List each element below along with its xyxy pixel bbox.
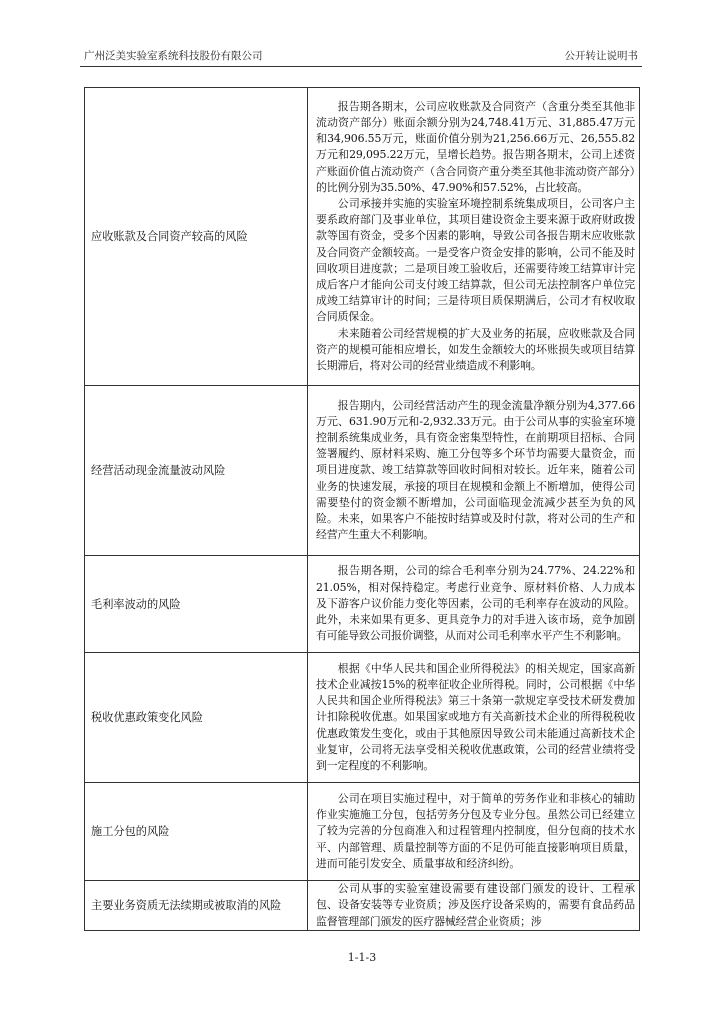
risk-paragraph: 公司从事的实验室建设需要有建设部门颁发的设计、工程承包、设备安装等专业资质；涉及医疗设备采购的，需要有食品药品监督管理部门颁发的医疗器械经营企业资质；涉: [316, 882, 635, 928]
header-document-title: 公开转让说明书: [564, 50, 638, 62]
page-number: 1-1-3: [347, 951, 377, 964]
risk-paragraph: 报告期内，公司经营活动产生的现金流量净额分别为4,377.66万元、631.90万元和-2,932.33万元。由于公司从事的实验室环境控制系统集成业务，具有资金密集型特性，在前期项目招标、合同签署履约、原材料采购、施工分包等多个环节均需要大量资金，而项目进度款、竣工结算款等回收时间相对较长。近年来，随着公司业务的快速发展，承接的项目在规模和金额上不断增加，使得公司需要垫付的资金额不断增加，公司面临现金流减少甚至为负的风险。未来，如果客户不能按时结算或及时付款，将对公司的生产和经营产生重大不利影响。: [316, 398, 635, 542]
risk-paragraph: 报告期各期末，公司应收账款及合同资产（含重分类至其他非流动资产部分）账面余额分别为24,748.41万元、31,885.47万元和34,906.55万元，账面价值分别为21,256.66万元、26,555.82万元和29,095.22万元，呈增长趋势。报告期各期末，公司上述资产账面价值占流动资产（含合同资产重分类至其他非流动资产部分）的比例分别为35.50%、47.90%和57.52%，占比较高。: [316, 99, 635, 194]
risk-description-cell: [308, 556, 640, 653]
risk-paragraph: 根据《中华人民共和国企业所得税法》的相关规定，国家高新技术企业减按15%的税率征收企业所得税。同时，公司根据《中华人民共和国企业所得税法》第三十条第一款规定享受技术研发费加计扣除税收优惠。如果国家或地方有关高新技术企业的所得税税收优惠政策发生变化，或由于其他原因导致公司未能通过高新技术企业复审，公司将无法享受相关税收优惠政策，公司的经营业绩将受到一定程度的不利影响。: [316, 661, 635, 772]
risk-name-cell: [85, 653, 308, 783]
header-company-name: 广州泛美实验室系统科技股份有限公司: [84, 50, 263, 62]
risk-name: 应收账款及合同资产较高的风险: [91, 230, 248, 243]
table-row: [85, 783, 640, 881]
risk-name: 施工分包的风险: [91, 825, 170, 838]
table-row: [85, 556, 640, 653]
risk-name: 税收优惠政策变化风险: [91, 711, 203, 724]
table-row: [85, 386, 640, 556]
risk-name-cell: [85, 386, 308, 556]
table-row: [85, 653, 640, 783]
risk-name-cell: [85, 783, 308, 881]
risk-description-cell: [308, 881, 640, 931]
header-divider: [80, 66, 642, 67]
risk-paragraph: 报告期各期，公司的综合毛利率分别为24.77%、24.22%和21.05%，相对保持稳定。考虑行业竞争、原材料价格、人力成本及下游客户议价能力变化等因素，公司的毛利率存在波动的风险。此外，未来如果有更多、更具竞争力的对手进入该市场，竞争加剧有可能导致公司报价调整，从而对公司毛利率水平产生不利影响。: [316, 564, 635, 643]
risk-name: 经营活动现金流量波动风险: [91, 464, 226, 477]
risk-paragraph: 未来随着公司经营规模的扩大及业务的拓展，应收账款及合同资产的规模可能相应增长，如发生金额较大的坏账损失或项目结算长期滞后，将对公司的经营业绩造成不利影响。: [316, 326, 635, 373]
table-row: [85, 881, 640, 931]
risk-factors-table: [84, 87, 640, 931]
risk-description-cell: [308, 88, 640, 386]
risk-description-cell: [308, 783, 640, 881]
page-header: [80, 44, 642, 64]
table-row: [85, 88, 640, 386]
risk-description-cell: [308, 653, 640, 783]
risk-name: 主要业务资质无法续期或被取消的风险: [91, 899, 282, 912]
risk-name-cell: [85, 556, 308, 653]
risk-paragraph: 公司在项目实施过程中，对于简单的劳务作业和非核心的辅助作业实施施工分包，包括劳务分包及专业分包。虽然公司已经建立了较为完善的分包商准入和过程管理内控制度，但分包商的技术水平、内部管理、质量控制等方面的不足仍可能直接影响项目质量，进而可能引发安全、质量事故和经济纠纷。: [316, 791, 635, 870]
risk-name-cell: [85, 881, 308, 931]
risk-description-cell: [308, 386, 640, 556]
risk-name: 毛利率波动的风险: [91, 597, 181, 611]
risk-name-cell: [85, 88, 308, 386]
risk-paragraph: 公司承接并实施的实验室环境控制系统集成项目，公司客户主要系政府部门及事业单位，其项目建设资金主要来源于政府财政拨款等国有资金，受多个因素的影响，导致公司各报告期末应收账款及合同资产金额较高。一是受客户资金安排的影响，公司不能及时回收项目进度款；二是项目竣工验收后，还需要待竣工结算审计完成后客户才能向公司支付竣工结算款，但公司无法控制客户单位完成竣工结算审计的时间；三是待项目质保期满后，公司才有权收取合同质保金。: [316, 196, 635, 324]
